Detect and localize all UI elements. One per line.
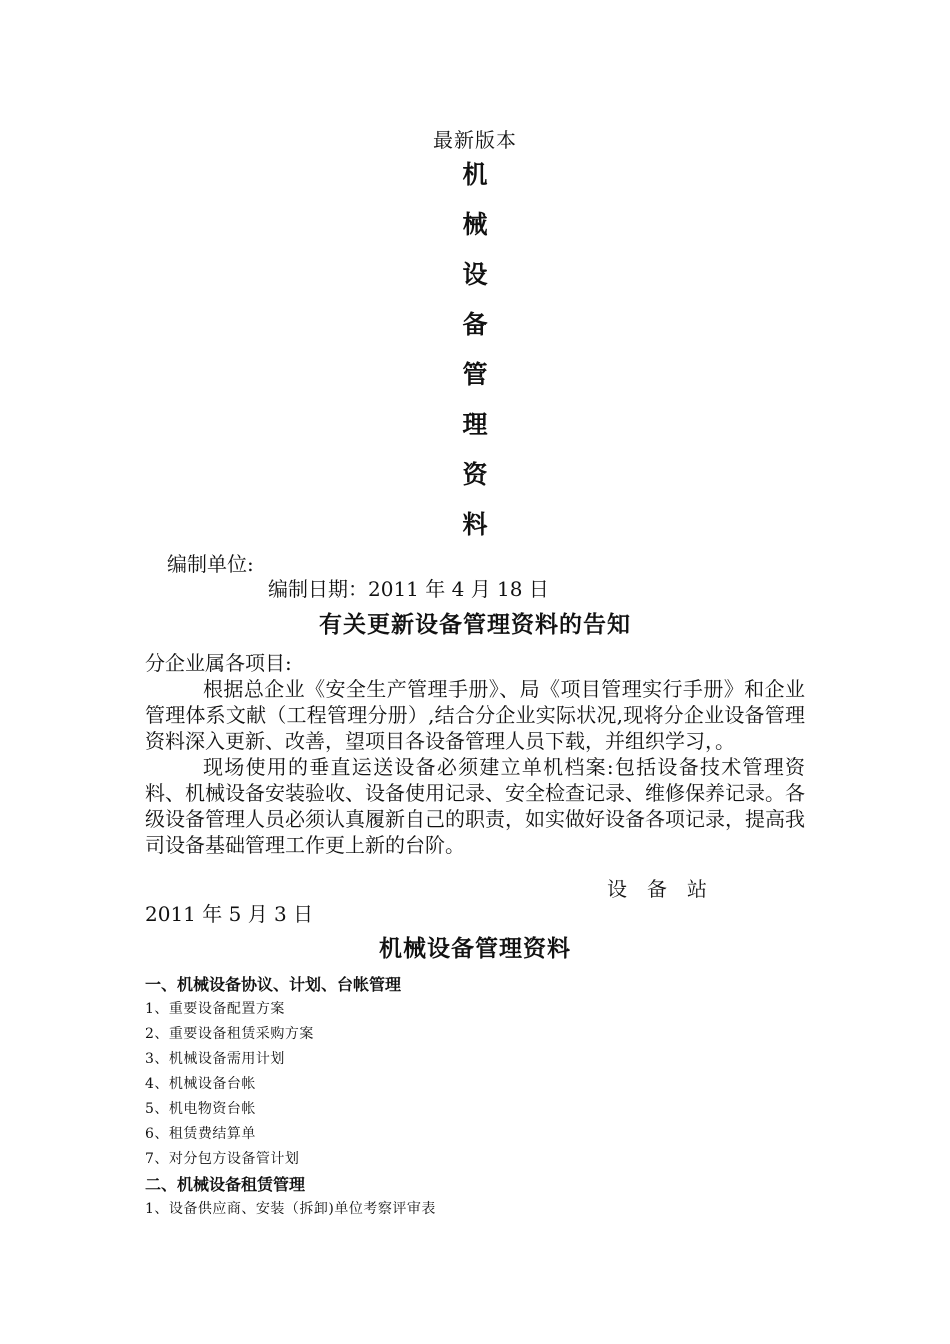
compiling-unit: 编制单位: bbox=[167, 552, 254, 576]
compiling-date: 编制日期：2011 年 4 月 18 日 bbox=[268, 577, 549, 601]
list-item: 4、机械设备台帐 bbox=[145, 1076, 256, 1092]
list-item: 1、重要设备配置方案 bbox=[145, 1001, 285, 1017]
notice-paragraph: 根据总企业《安全生产管理手册》、局《项目管理实行手册》和企业管理体系文献（工程管理分册）,结合分企业实际状况,现将分企业设备管理资料深入更新、改善，望项目各设备管理人员下载，并组织学习，。 bbox=[145, 677, 805, 753]
title-char: 管 bbox=[462, 360, 488, 389]
title-char: 理 bbox=[462, 410, 488, 439]
title-char: 设 bbox=[462, 260, 488, 289]
list-item: 1、设备供应商、安装（拆卸)单位考察评审表 bbox=[145, 1201, 436, 1217]
version-label: 最新版本 bbox=[433, 128, 517, 152]
notice-paragraph: 现场使用的垂直运送设备必须建立单机档案:包括设备技术管理资料、机械设备安装验收、设备使用记录、安全检查记录、维修保养记录。各级设备管理人员必须认真履新自己的职责，如实做好设备各项记录，提高我司设备基础管理工作更上新的台阶。 bbox=[145, 755, 805, 857]
contents-list bbox=[145, 972, 805, 1222]
notice-title: 有关更新设备管理资料的告知 bbox=[319, 612, 631, 638]
notice-salutation: 分企业属各项目: bbox=[145, 651, 292, 675]
section-heading: 二、机械设备租赁管理 bbox=[145, 1175, 306, 1194]
list-item: 6、租赁费结算单 bbox=[145, 1126, 256, 1142]
title-char: 资 bbox=[462, 460, 488, 489]
contents-title: 机械设备管理资料 bbox=[379, 936, 571, 962]
notice-signature: 设 备 站 bbox=[607, 877, 707, 901]
title-char: 机 bbox=[462, 160, 488, 189]
list-item: 3、机械设备需用计划 bbox=[145, 1051, 285, 1067]
list-item: 5、机电物资台帐 bbox=[145, 1101, 256, 1117]
title-char: 械 bbox=[462, 210, 488, 239]
list-item: 7、对分包方设备管计划 bbox=[145, 1151, 300, 1167]
notice-date: 2011 年 5 月 3 日 bbox=[145, 902, 314, 926]
notice-body bbox=[145, 650, 805, 858]
list-item: 2、重要设备租赁采购方案 bbox=[145, 1026, 314, 1042]
title-char: 备 bbox=[462, 310, 488, 339]
title-char: 料 bbox=[462, 510, 488, 539]
section-heading: 一、机械设备协议、计划、台帐管理 bbox=[145, 975, 402, 994]
